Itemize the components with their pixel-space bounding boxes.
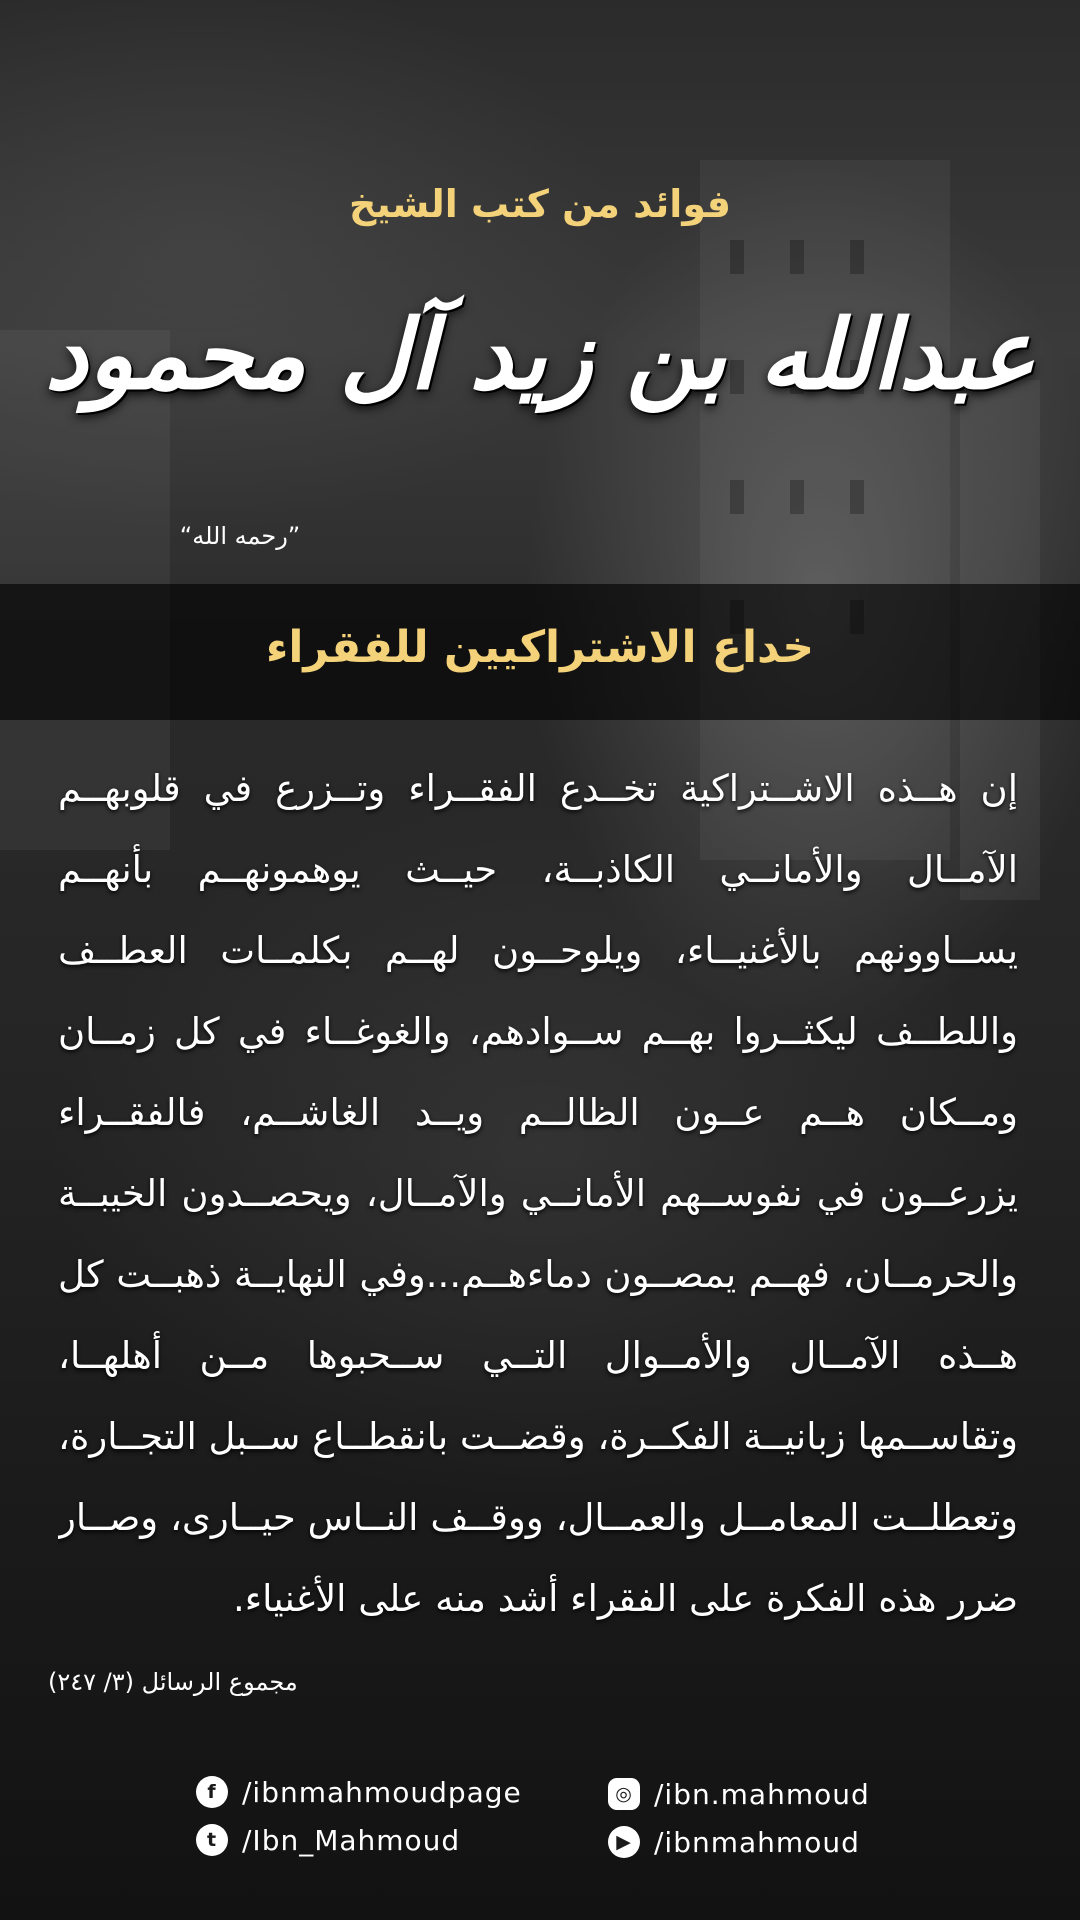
honorific: ”رحمه الله“ <box>179 522 301 550</box>
twitter-icon: t <box>196 1824 228 1856</box>
youtube-link[interactable] <box>608 1822 860 1862</box>
series-subtitle: فوائد من كتب الشيخ <box>348 182 732 226</box>
source-citation: مجموع الرسائل (٣/ ٢٤٧) <box>48 1668 298 1696</box>
youtube-handle: /ibnmahmoud <box>654 1825 860 1859</box>
instagram-icon: ◎ <box>608 1778 640 1810</box>
twitter-link[interactable] <box>196 1820 460 1860</box>
instagram-handle: /ibn.mahmoud <box>654 1777 870 1811</box>
youtube-icon: ▶ <box>608 1826 640 1858</box>
article-title: خداع الاشتراكيين للفقراء <box>265 622 815 673</box>
facebook-handle: /ibnmahmoudpage <box>242 1775 522 1809</box>
twitter-handle: /Ibn_Mahmoud <box>242 1823 461 1857</box>
instagram-link[interactable] <box>608 1774 870 1814</box>
facebook-icon: f <box>196 1776 228 1808</box>
sheikh-name-calligraphy: عبدالله بن زيد آل محمود <box>44 298 1036 411</box>
article-body: إن هــذه الاشــتراكية تخــدع الفقــراء وتــزرع في قلوبهــم الآمــال والأمانــي الكاذبــة، حيــث يوهمونهــم بأنهــم يســاوونهم بالأغنيــاء، ويلوحــون لهــم بكلمــات العطــف واللطــف ليكثــروا بهــم ســوادهم، والغوغــاء في كل زمــان ومــكان هــم عــون الظالــم ويــد الغاشــم، فالفقــراء يزرعــون في نفوســهم الأمانــي والآمــال، ويحصــدون الخيبــة والحرمــان، فهــم يمصــون دماءهــم...وفي النهايــة ذهبــت كل هــذه الآمــال والأمــوال التــي ســحبوها مــن أهلهــا، وتقاســمها زبانيــة الفكــرة، وقضــت بانقطــاع ســبل التجــارة، وتعطلــت المعامــل والعمــال، ووقــف النــاس حيــارى، وصــار ضرر هذه الفكرة على الفقراء أشد منه على الأغنياء. <box>58 767 1018 1620</box>
facebook-link[interactable] <box>196 1772 522 1812</box>
